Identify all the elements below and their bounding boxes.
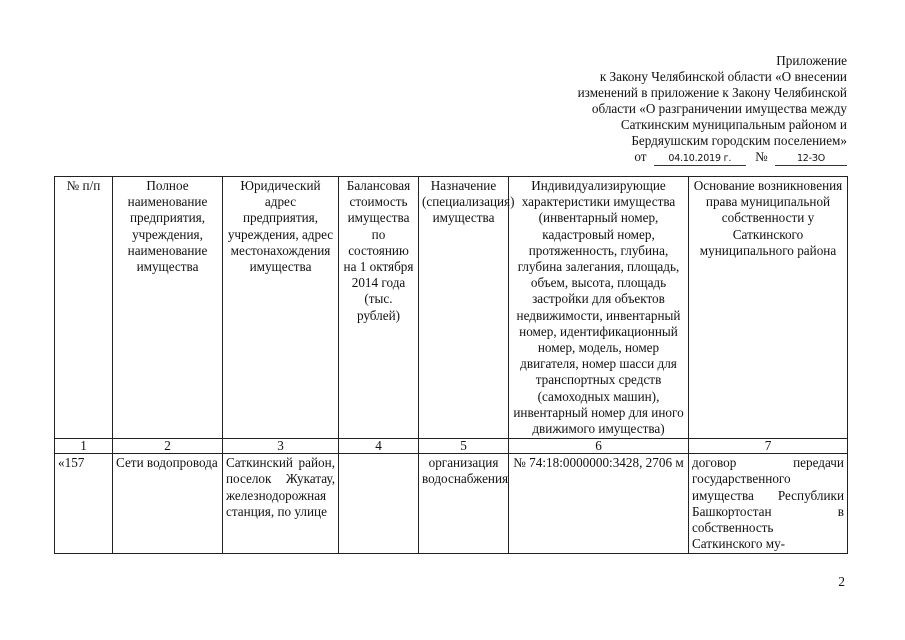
date-number-row (547, 149, 847, 166)
column-number: 6 (509, 439, 689, 454)
header-cell-characteristics: Индивидуализирующие характеристики имущества (инвентарный номер, кадастровый номер, протяженность, глубина, глубина залегания, площадь, объем, высота, площадь застройки для объектов недвижимости, инвентарный номер, идентификационный номер, модель, номер двигателя, номер шасси для транспортных средств (самоходных машин), инвентарный номер для иного движимого имущества) (509, 177, 689, 439)
row-address: Саткинский район, поселок Жукатау, железнодорожная станция, по улице (223, 454, 339, 554)
row-name: Сети водопровода (113, 454, 223, 554)
column-number: 5 (419, 439, 509, 454)
header-line: Саткинским муниципальным районом и (620, 117, 847, 132)
row-basis: договор передачи государственного имущества Республики Башкортостан в собственность Саткинского му- (689, 454, 848, 554)
row-number: «157 (55, 454, 113, 554)
document-header (547, 53, 847, 166)
header-line: к Закону Челябинской области «О внесении (599, 69, 847, 84)
row-characteristics: № 74:18:0000000:3428, 2706 м (509, 454, 689, 554)
number-value: 12-ЗО (775, 153, 847, 166)
header-line: области «О разграничении имущества между (591, 101, 847, 116)
table-header-row (55, 177, 848, 439)
header-cell-number: № п/п (55, 177, 113, 439)
property-table (54, 176, 848, 554)
number-prefix: № (755, 149, 768, 164)
column-number: 3 (223, 439, 339, 454)
date-value: 04.10.2019 г. (654, 153, 746, 166)
header-cell-basis: Основание возникновения права муниципальной собственности у Саткинского муниципального района (689, 177, 848, 439)
column-number: 4 (339, 439, 419, 454)
header-line: Приложение (776, 53, 847, 68)
date-prefix: от (634, 149, 647, 164)
row-balance (339, 454, 419, 554)
column-number: 7 (689, 439, 848, 454)
column-number: 2 (113, 439, 223, 454)
header-line: изменений в приложение к Закону Челябинской (577, 85, 847, 100)
header-line: Бердяушским городским поселением» (631, 133, 847, 148)
header-cell-purpose: Назначение (специализация) имущества (419, 177, 509, 439)
page-number: 2 (838, 574, 845, 589)
table-row (55, 454, 848, 554)
header-cell-address: Юридический адрес предприятия, учреждения, адрес местонахождения имущества (223, 177, 339, 439)
column-number: 1 (55, 439, 113, 454)
column-number-row (55, 439, 848, 454)
header-cell-name: Полное наименование предприятия, учреждения, наименование имущества (113, 177, 223, 439)
header-cell-balance: Балансовая стоимость имущества по состоянию на 1 октября 2014 года (тыс. рублей) (339, 177, 419, 439)
row-purpose: организация водоснабжения (419, 454, 509, 554)
